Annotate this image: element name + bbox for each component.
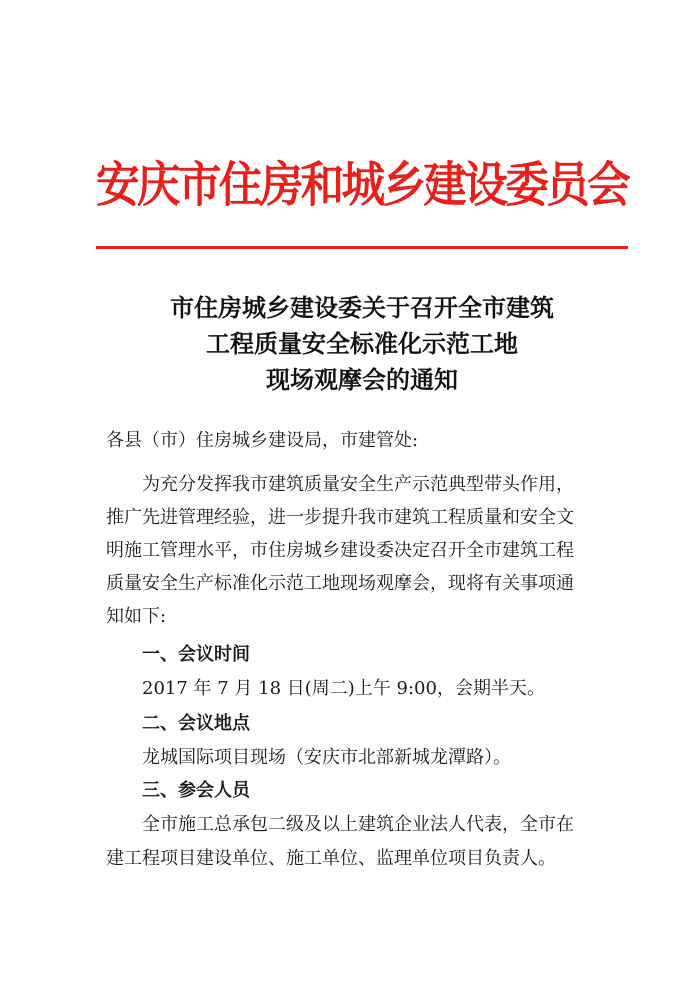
section-2-text: 龙城国际项目现场（安庆市北部新城龙潭路）。 bbox=[142, 747, 511, 768]
document-title bbox=[100, 290, 624, 398]
section-3-heading: 三、参会人员 bbox=[142, 780, 250, 801]
masthead-divider bbox=[96, 246, 628, 249]
section-2-heading: 二、会议地点 bbox=[142, 713, 250, 734]
intro-line-4: 质量安全生产标准化示范工地现场观摩会，现将有关事项通 bbox=[106, 573, 574, 594]
salutation: 各县（市）住房城乡建设局，市建管处: bbox=[106, 430, 419, 451]
document-title-line-1: 市住房城乡建设委关于召开全市建筑 bbox=[170, 294, 554, 322]
section-1-text: 2017 年 7 月 18 日(周二)上午 9:00，会期半天。 bbox=[142, 678, 545, 699]
document-title-line-2: 工程质量安全标准化示范工地 bbox=[206, 330, 518, 358]
section-3-line-1: 全市施工总承包二级及以上建筑企业法人代表，全市在 bbox=[142, 814, 574, 835]
intro-line-1: 为充分发挥我市建筑质量安全生产示范典型带头作用， bbox=[142, 474, 574, 495]
section-1-heading: 一、会议时间 bbox=[142, 644, 250, 665]
intro-line-3: 明施工管理水平，市住房城乡建设委决定召开全市建筑工程 bbox=[106, 540, 574, 561]
intro-line-2: 推广先进管理经验，进一步提升我市建筑工程质量和安全文 bbox=[106, 507, 574, 528]
section-3-line-2: 建工程项目建设单位、施工单位、监理单位项目负责人。 bbox=[106, 848, 556, 869]
masthead-title: 安庆市住房和城乡建设委员会 bbox=[96, 157, 629, 213]
intro-line-5: 知如下: bbox=[106, 606, 167, 627]
document-title-line-3: 现场观摩会的通知 bbox=[266, 366, 458, 394]
